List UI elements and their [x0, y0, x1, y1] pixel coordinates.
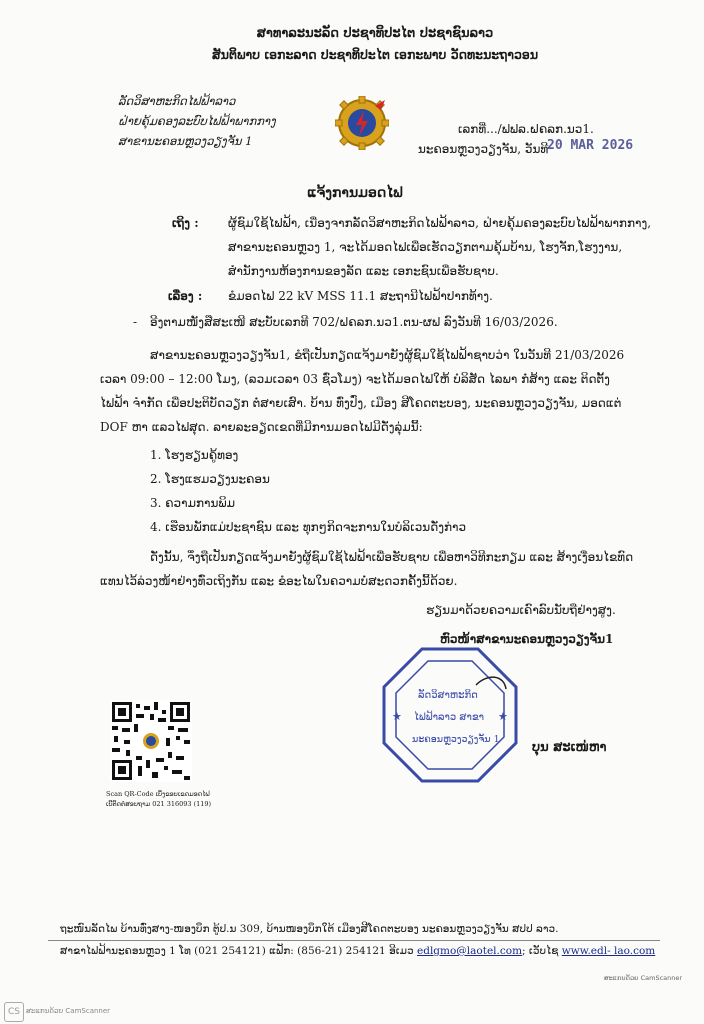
- qr-code-icon[interactable]: [110, 700, 192, 782]
- svg-text:★: ★: [498, 710, 508, 723]
- reference-number: ເລກທີ່.../ຟຟລ.ຝຄລກ.ນວ1.: [458, 122, 594, 136]
- footer-divider: [48, 940, 660, 941]
- org-line1: ລັດວິສາຫະກິດໄຟຟ້າລາວ: [118, 94, 236, 108]
- para1-line4: DOF ຫາ ແລວໄຟສຸດ. ລາຍລະອຽດເຂດທີ່ມີການມອດໄຟມີດັ່ງລຸ່ມນີ້:: [100, 420, 423, 434]
- camscanner-logo-icon: CS: [4, 1002, 24, 1022]
- qr-caption-line2: ເບີຕິດຕໍ່ສອບຖາມ 021 316093 (119): [106, 800, 212, 808]
- area-item: 4. ເຮືອນພັກແມ່ປະຊາຊົນ ແລະ ທຸກໆກິດຈະການໃນບໍລິເວນດັ່ງກ່າວ: [150, 520, 467, 534]
- para1-line2: ເວລາ 09:00 – 12:00 ໂມງ, (ລວມເວລາ 03 ຊົ່ວໂມງ) ຈະໄດ້ມອດໄຟໃຫ້ ບໍລິສັດ ໄລພາ ກໍ່ສ້າງ ແລະ ຕິດຕັ້ງ: [100, 372, 610, 386]
- org-line2: ຝ່າຍຄຸ້ມຄອງລະບົບໄຟຟ້າພາກກາງ: [118, 114, 276, 128]
- to-label: ເຖິງ :: [172, 216, 199, 230]
- footer-website-link[interactable]: www.edl- lao.com: [561, 945, 656, 957]
- qr-caption-line1: Scan QR-Code ເບິ່ງຂອບເຂດມອດໄຟ: [106, 790, 210, 798]
- area-item: 2. ໂຮງແຮມວຽງນະຄອນ: [150, 472, 270, 486]
- para1-line1: ສາຂານະຄອນຫຼວງວຽງຈັນ1, ຂໍຖືເປັນກຽດແຈ້ງມາຍັງຜູ້ຊົມໃຊ້ໄຟຟ້າຊາບວ່າ ໃນວັນທີ 21/03/2026: [150, 348, 625, 362]
- stamp-text-line2: ໄຟຟ້າລາວ ສາຂາ: [414, 712, 485, 723]
- date-stamp: 20 MAR 2026: [547, 138, 634, 153]
- to-line2: ສາຂານະຄອນຫຼວງ 1, ຈະໄດ້ມອດໄຟເພື່ອເຮັດວຽກຕາມຄຸ້ມບ້ານ, ໂຮງຈັກ,ໂຮງງານ,: [228, 240, 623, 254]
- org-line3: ສາຂານະຄອນຫຼວງວຽງຈັນ 1: [118, 134, 253, 148]
- subject-label: ເລື່ອງ :: [168, 289, 203, 303]
- national-header-line1: ສາທາລະນະລັດ ປະຊາທິປະໄຕ ປະຊາຊົນລາວ: [256, 26, 494, 41]
- para2-line2: ແທນໄວ້ລ່ວງໜ້າຢ່າງທົ່ວເຖິງກັນ ແລະ ຂໍອະໄພໃນຄວາມບໍ່ສະດວກຄັ້ງນີ້ດ້ວຍ.: [100, 574, 458, 588]
- stamp-text-line3: ນະຄອນຫຼວງວຽງຈັນ 1: [412, 734, 500, 745]
- area-item: 1. ໂຮງຮຽນຄູ້ທອງ: [150, 448, 239, 462]
- edl-logo-icon: [335, 96, 389, 150]
- reference-bullet: -: [133, 315, 138, 329]
- footer-email-link[interactable]: edlgmo@laotel.com: [417, 945, 523, 957]
- signatory-name: ບຸນ ສະເໜ່ຫາ: [532, 740, 607, 755]
- signatory-title: ຫົວໜ້າສາຂານະຄອນຫຼວງວຽງຈັນ1: [440, 632, 614, 646]
- scanner-label: ສະແກນດ້ວຍ CamScanner: [604, 974, 683, 982]
- subject-text: ຂໍມອດໄຟ 22 kV MSS 11.1 ສະຖານີໄຟຟ້າປາກທ້າງ.: [228, 289, 493, 303]
- closing-line: ຮຽນມາດ້ວຍຄວາມເຄົາລົບນັບຖືຢ່າງສູງ.: [426, 603, 616, 617]
- para2-line1: ດັ່ງນັ້ນ, ຈຶ່ງຖືເປັນກຽດແຈ້ງມາຍັງຜູ້ຊົມໃຊ້ໄຟຟ້າເພື່ອຮັບຊາບ ເພື່ອຫາວິທີກະກຽມ ແລະ ສ້າງເງື່ອນໄຂທົດ: [150, 550, 634, 564]
- footer-contact: [60, 945, 655, 957]
- to-line1: ຜູ້ຊົມໃຊ້ໄຟຟ້າ, ເນື່ອງຈາກລັດວິສາຫະກິດໄຟຟ້າລາວ, ຝ່າຍຄຸ້ມຄອງລະບົບໄຟຟ້າພາກກາງ,: [228, 216, 652, 230]
- place-date-prefix: ນະຄອນຫຼວງວຽງຈັນ, ວັນທີ: [418, 142, 549, 156]
- to-line3: ສຳນັກງານຫ້ອງການຂອງລັດ ແລະ ເອກະຊົນເພື່ອຮັບຊາບ.: [228, 264, 499, 278]
- footer-contact-prefix: ສາຂາໄຟຟ້ານະຄອນຫຼວງ 1 ໂທ (021 254121) ແຟັກ: (856-21) 254121 ອີເມວ: [60, 945, 414, 957]
- camscanner-watermark: ສະແກນດ້ວຍ CamScanner: [26, 1007, 111, 1015]
- footer-contact-suffix: ; ເວັບໄຊ: [522, 945, 559, 957]
- document-title: ແຈ້ງການມອດໄຟ: [307, 185, 403, 201]
- footer-address: ຖະໜົນລັດໄພ ບ້ານທົ່ງສາງ-ໜອງບຶກ ຕູ້ປ.ນ 309, ບ້ານໜອງບຶກໃຕ້ ເມືອງສີໂຄດຕະບອງ ນະຄອນຫຼວງວຽງຈັນ ສປປ ລາວ.: [60, 923, 559, 935]
- reference-line: ອີງຕາມໜັງສືສະເໜີ ສະບັບເລກທີ 702/ຝຄລກ.ນວ1.ຕນ-ຜຟ ລົງວັນທີ 16/03/2026.: [150, 315, 558, 329]
- stamp-text-line1: ລັດວິສາຫະກິດ: [418, 690, 478, 701]
- area-item: 3. ຄວາມການພິມ: [150, 496, 236, 510]
- national-header-line2: ສັນຕິພາບ ເອກະລາດ ປະຊາທິປະໄຕ ເອກະພາບ ວັດທະນະຖາວອນ: [211, 47, 539, 62]
- para1-line3: ໄຟຟ້າ ຈຳກັດ ເພື່ອປະຕິບັດວຽກ ຕໍ່ສາຍເສົາ. ບ້ານ ທົ່ງປົ່ງ, ເມືອງ ສີໂຄດຕະບອງ, ນະຄອນຫຼວງວຽງຈັນ, ມອດແຕ່: [100, 396, 622, 410]
- svg-text:★: ★: [392, 710, 402, 723]
